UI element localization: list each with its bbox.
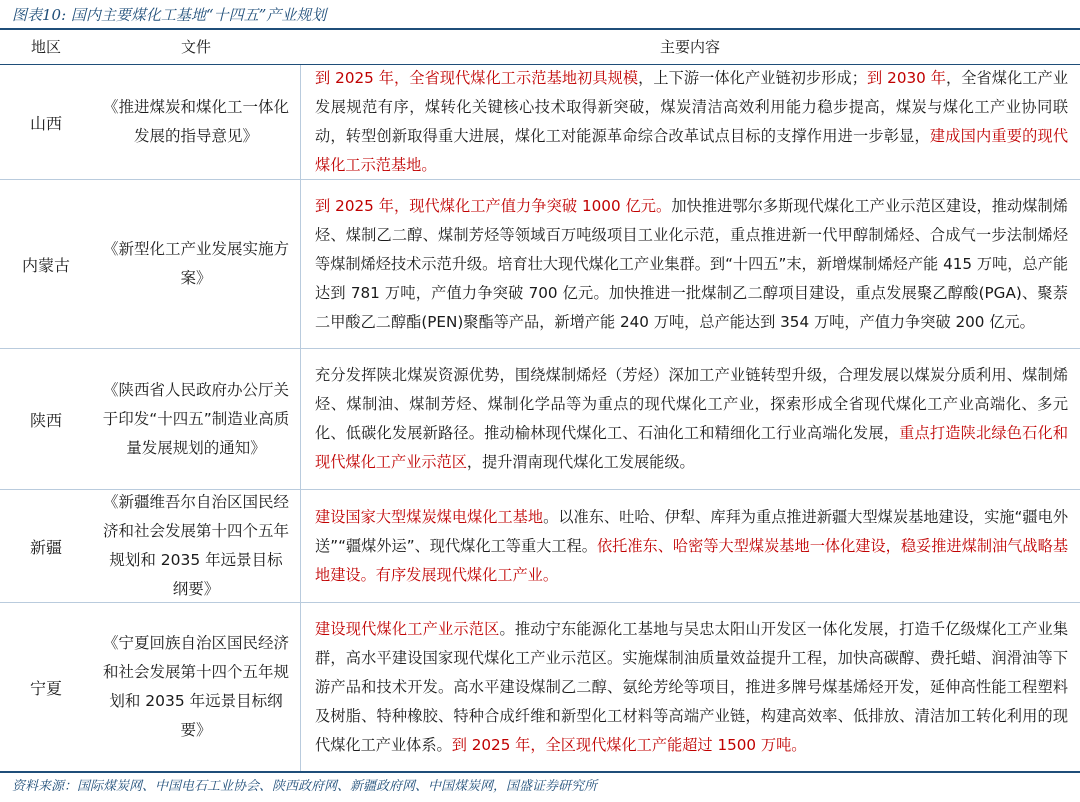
region-cell: 宁夏	[29, 678, 62, 698]
header-file: 文件	[180, 38, 211, 56]
header-region: 地区	[30, 38, 61, 56]
content-normal: 加快推进鄂尔多斯现代煤化工产业示范区建设，推动煤制烯烃、煤制乙二醇、煤制芳烃等领域百万吨级项目工业化示范，重点推进新一代甲醇制烯烃、合成气一步法制烯烃等煤制烯烃技术示范升级。培育壮大现代煤化工产业集群。到“十四五”末，新增煤制烯烃产能 415 万吨，总产能达到 781 万吨，产值力争突破 700 亿元。加快推进一批煤制乙二醇项目建设，重点发展聚乙醇酸(PGA)、聚萘二甲酸乙二醇酯(PEN)聚酯等产品，新增产能 240 万吨，总产能达到 354 万吨，产值力争突破 200 亿元。	[315, 196, 1069, 331]
file-cell	[92, 180, 300, 348]
content-highlight: 建设国家大型煤炭煤电煤化工基地	[315, 507, 544, 526]
content-cell	[300, 180, 1080, 348]
content-text	[315, 64, 1068, 180]
header-content: 主要内容	[659, 38, 720, 56]
content-cell	[300, 349, 1080, 489]
table-row	[0, 65, 1080, 180]
table-header	[0, 30, 1080, 64]
region-cell: 新疆	[29, 537, 62, 557]
region-cell: 内蒙古	[21, 255, 70, 275]
table-row	[0, 603, 1080, 771]
region-cell: 山西	[29, 113, 62, 133]
content-normal: ，全省煤化工产业发展规范有序，煤转化关键核心技术取得新突破，煤炭清洁高效利用能力稳步提高，煤炭与煤化工产业协同联动，转型创新取得重大进展，煤化工对能源革命综合改革试点目标的支撑作用进一步彰显，	[315, 69, 1069, 145]
content-highlight: 到 2025 年，全省现代煤化工示范基地初具规模	[315, 69, 639, 87]
content-highlight: 重点打造陕北绿色石化和现代煤化工产业示范区	[315, 424, 1069, 471]
content-normal: 充分发挥陕北煤炭资源优势，围绕煤制烯烃（芳烃）深加工产业链转型升级，合理发展以煤炭分质利用、煤制烯烃、煤制油、煤制芳烃、煤制化学品等为重点的现代煤化工产业，探索形成全省现代煤化工产业高端化、多元化、低碳化发展新路径。推动榆林现代煤化工、石油化工和精细化工行业高端化发展，	[315, 366, 1068, 442]
content-highlight: 到 2025 年，现代煤化工产值力争突破 1000 亿元。	[315, 196, 672, 215]
content-text	[315, 361, 1068, 477]
content-highlight: 建成国内重要的现代煤化工示范基地。	[315, 127, 1068, 174]
content-highlight: 依托准东、哈密等大型煤炭基地一体化建设，稳妥推进煤制油气战略基地建设。有序发展现代煤化工产业。	[315, 536, 1069, 584]
region-cell: 陕西	[29, 410, 62, 430]
content-highlight: 建设现代煤化工产业示范区	[315, 619, 500, 638]
file-cell	[92, 65, 300, 179]
figure-title: 图表10: 国内主要煤化工基地“十四五”产业规划	[12, 6, 327, 24]
table-row	[0, 180, 1080, 349]
file-title: 《新疆维吾尔自治区国民经济和社会发展第十四个五年规划和 2035 年远景目标纲要》	[102, 493, 289, 598]
content-highlight: 到 2025 年，全区现代煤化工产能超过 1500 万吨。	[451, 735, 807, 754]
content-normal: ，上下游一体化产业链初步形成；	[638, 69, 867, 87]
content-cell	[300, 490, 1080, 602]
content-text	[315, 192, 1068, 337]
table-row	[0, 349, 1080, 490]
file-title: 《推进煤炭和煤化工一体化发展的指导意见》	[102, 98, 289, 145]
file-cell	[92, 603, 300, 771]
content-normal: 。以准东、吐哈、伊犁、库拜为重点推进新疆大型煤炭基地建设，实施“疆电外送”“疆煤外运”、现代煤化工等重大工程。	[315, 507, 1069, 555]
table-row	[0, 490, 1080, 603]
source-note: 资料来源：国际煤炭网、中国电石工业协会、陕西政府网、新疆政府网、中国煤炭网，国盛证券研究所	[12, 779, 598, 794]
content-normal: ，提升渭南现代煤化工发展能级。	[466, 453, 695, 471]
content-cell	[300, 65, 1080, 179]
content-text	[315, 503, 1068, 590]
content-text	[315, 615, 1068, 760]
file-cell	[92, 490, 300, 602]
table-bottom-rule	[0, 771, 1080, 773]
content-normal: 。推动宁东能源化工基地与吴忠太阳山开发区一体化发展，打造千亿级煤化工产业集群，高水平建设国家现代煤化工产业示范区。实施煤制油质量效益提升工程，加快高碳醇、费托蜡、润滑油等下游产品和技术开发。高水平建设煤制乙二醇、氨纶芳纶等项目，推进多牌号煤基烯烃开发，延伸高性能工程塑料及树脂、特种橡胶、特种合成纤维和新型化工材料等高端产业链，构建高效率、低排放、清洁加工转化利用的现代煤化工产业体系。	[315, 619, 1068, 754]
file-title: 《新型化工产业发展实施方案》	[102, 240, 289, 287]
content-cell	[300, 603, 1080, 771]
content-highlight: 到 2030 年	[866, 69, 946, 87]
file-title: 《陕西省人民政府办公厅关于印发“十四五”制造业高质量发展规划的通知》	[102, 380, 290, 457]
file-cell	[92, 349, 300, 489]
file-title: 《宁夏回族自治区国民经济和社会发展第十四个五年规划和 2035 年远景目标纲要》	[102, 634, 289, 739]
